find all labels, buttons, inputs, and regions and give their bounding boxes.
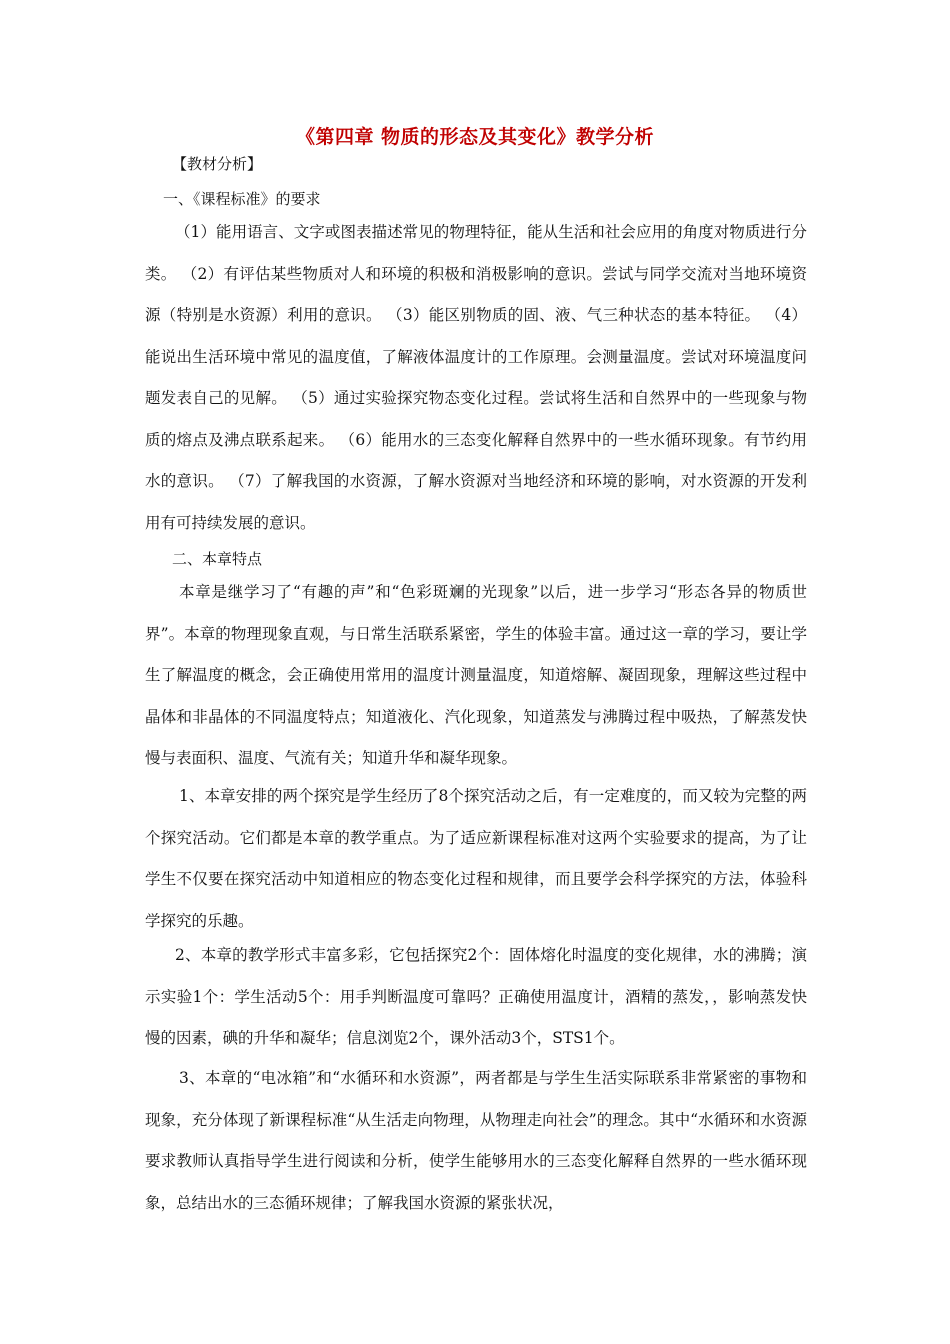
point-3-text: 3、本章的“电冰箱”和“水循环和水资源”，两者都是与学生生活实际联系非常紧密的事物和现象，充分体现了新课程标准“从生活走向物理，从物理走向社会”的理念。其中“水循环和水资源要求教师认真指导学生进行阅读和分析，使学生能够用水的三态变化解释自然界的一些水循环现象，总结出水的三态循环规律；了解我国水资源的紧张状况， bbox=[145, 1069, 807, 1212]
page-title: 《第四章 物质的形态及其变化》教学分析 bbox=[295, 126, 655, 148]
features-text: 本章是继学习了“有趣的声”和“色彩斑斓的光现象”以后，进一步学习“形态各异的物质世界”。本章的物理现象直观，与日常生活联系紧密，学生的体验丰富。通过这一章的学习，要让学生了解温度的概念，会正确使用常用的温度计测量温度，知道熔解、凝固现象，理解这些过程中晶体和非晶体的不同温度特点；知道液化、汽化现象，知道蒸发与沸腾过程中吸热，了解蒸发快慢与表面积、温度、气流有关；知道升华和凝华现象。 bbox=[145, 583, 807, 767]
features-paragraph bbox=[145, 572, 807, 780]
point-1-text: 1、本章安排的两个探究是学生经历了8个探究活动之后，有一定难度的，而又较为完整的两个探究活动。它们都是本章的教学重点。为了适应新课程标准对这两个实验要求的提高，为了让学生不仅要在探究活动中知道相应的物态变化过程和规律，而且要学会科学探究的方法，体验科学探究的乐趣。 bbox=[145, 787, 807, 930]
point-3-paragraph bbox=[145, 1058, 807, 1224]
point-2-text: 2、本章的教学形式丰富多彩，它包括探究2个：固体熔化时温度的变化规律，水的沸腾；演示实验1个：学生活动5个：用手判断温度可靠吗？正确使用温度计，酒精的蒸发，，影响蒸发快慢的因素，碘的升华和凝华；信息浏览2个，课外活动3个，STS1个。 bbox=[145, 946, 807, 1047]
standards-text: （1）能用语言、文字或图表描述常见的物理特征，能从生活和社会应用的角度对物质进行分类。 （2）有评估某些物质对人和环境的积极和消极影响的意识。尝试与同学交流对当地环境资源（特别是水资源）利用的意识。 （3）能区别物质的固、液、气三种状态的基本特征。 （4）能说出生活环境中常见的温度值，了解液体温度计的工作原理。会测量温度。尝试对环境温度问题发表自己的见解。 （5）通过实验探究物态变化过程。尝试将生活和自然界中的一些现象与物质的熔点及沸点联系起来。 （6）能用水的三态变化解释自然界中的一些水循环现象。有节约用水的意识。 （7）了解我国的水资源，了解水资源对当地经济和环境的影响，对水资源的开发利用有可持续发展的意识。 bbox=[145, 223, 807, 532]
heading-features: 二、本章特点 bbox=[172, 550, 263, 568]
heading-standards: 一、《课程标准》的要求 bbox=[163, 190, 321, 208]
section-label: 【教材分析】 bbox=[172, 155, 263, 173]
point-1-paragraph bbox=[145, 776, 807, 942]
point-2-paragraph bbox=[145, 935, 807, 1060]
standards-paragraph bbox=[145, 212, 807, 544]
